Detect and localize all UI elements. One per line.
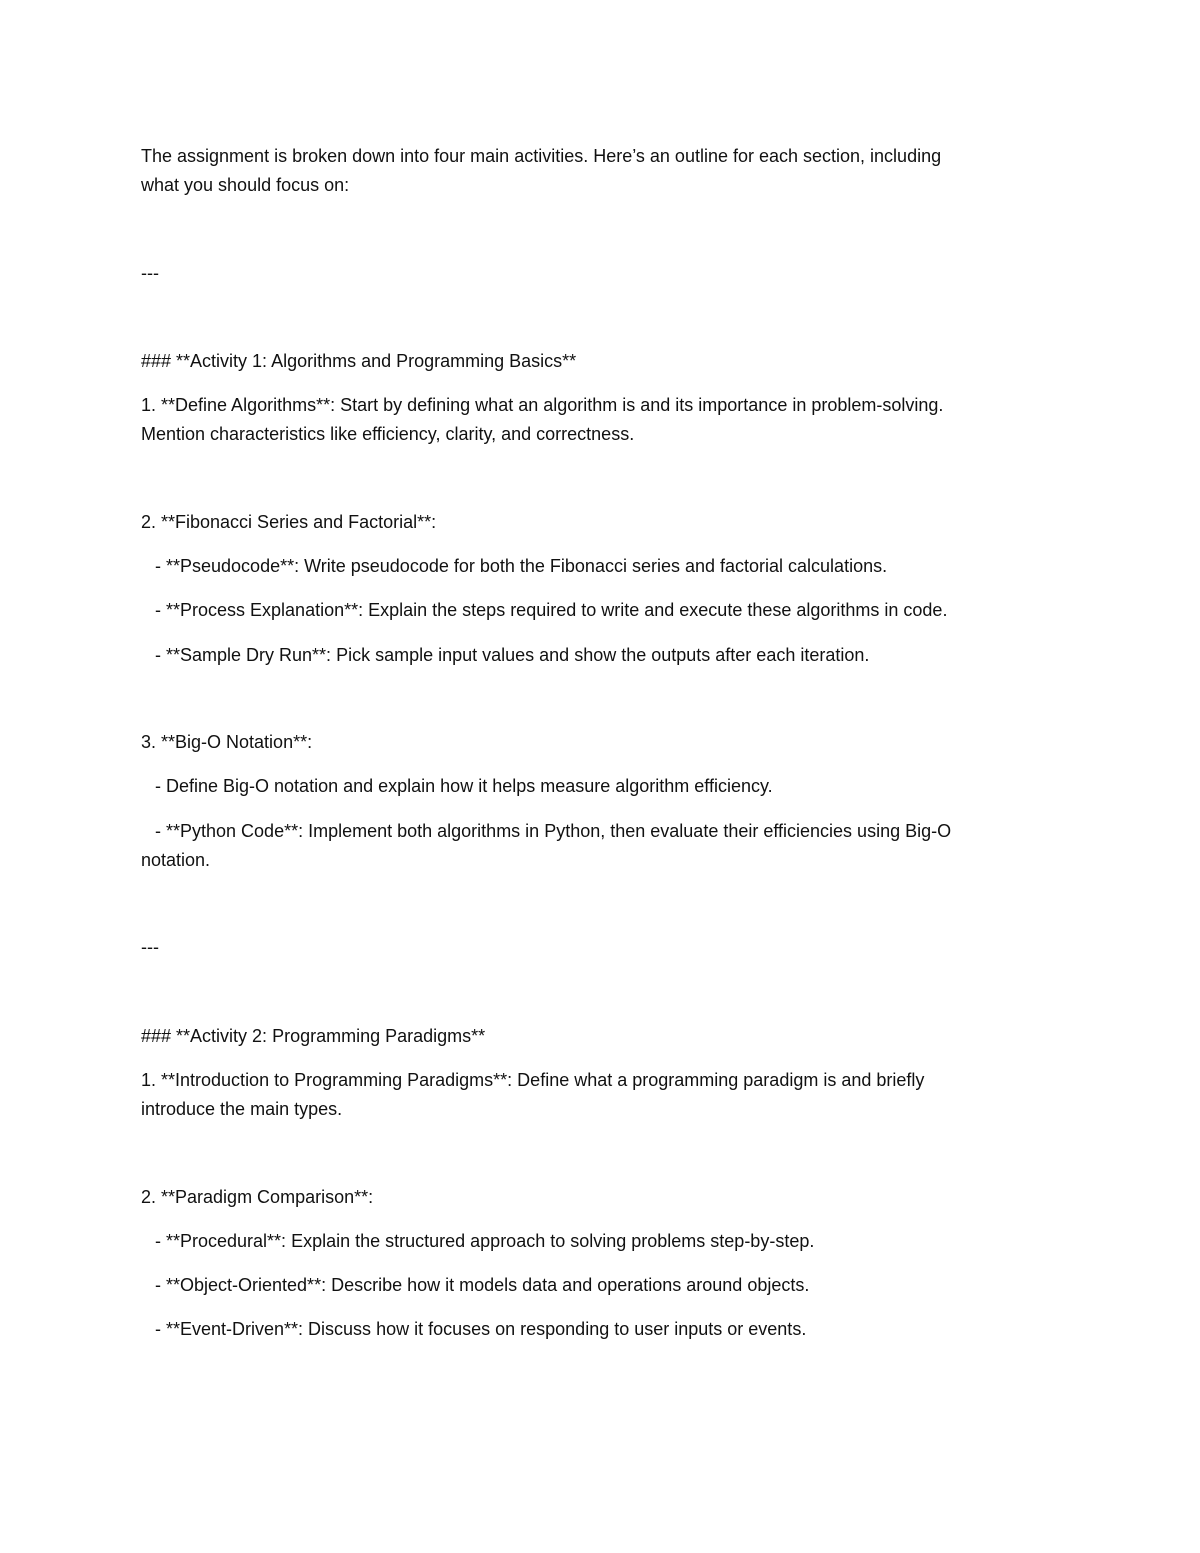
activity-1-item-2: 2. **Fibonacci Series and Factorial**: — [141, 512, 437, 532]
activity-2-heading: ### **Activity 2: Programming Paradigms** — [141, 1026, 486, 1046]
activity-1-item-2-bullet-1: - **Pseudocode**: Write pseudocode for both the Fibonacci series and factorial calculations. — [155, 556, 888, 576]
intro-line-2: what you should focus on: — [141, 175, 350, 195]
activity-2-item-1-line-1: 1. **Introduction to Programming Paradigms**: Define what a programming paradigm is and briefly — [141, 1070, 925, 1090]
activity-1-item-3-bullet-2-line-2: notation. — [141, 850, 211, 870]
activity-2-item-2-bullet-1: - **Procedural**: Explain the structured approach to solving problems step-by-step. — [155, 1231, 815, 1251]
activity-2-item-2: 2. **Paradigm Comparison**: — [141, 1187, 374, 1207]
activity-2-item-1-line-2: introduce the main types. — [141, 1099, 343, 1119]
activity-1-item-2-bullet-3: - **Sample Dry Run**: Pick sample input values and show the outputs after each iteration. — [155, 645, 870, 665]
activity-1-item-3-bullet-1: - Define Big-O notation and explain how it helps measure algorithm efficiency. — [155, 776, 773, 796]
section-divider: --- — [141, 263, 159, 283]
activity-1-item-2-bullet-2: - **Process Explanation**: Explain the steps required to write and execute these algorithms in code. — [155, 600, 948, 620]
section-divider: --- — [141, 937, 159, 957]
activity-1-item-1-line-1: 1. **Define Algorithms**: Start by defining what an algorithm is and its importance in problem-solving. — [141, 395, 944, 415]
activity-1-item-3-bullet-2-line-1: - **Python Code**: Implement both algorithms in Python, then evaluate their efficiencies using Big-O — [155, 821, 952, 841]
intro-line-1: The assignment is broken down into four main activities. Here’s an outline for each section, including — [141, 146, 942, 166]
activity-1-item-3: 3. **Big-O Notation**: — [141, 732, 313, 752]
activity-1-item-1-line-2: Mention characteristics like efficiency, clarity, and correctness. — [141, 424, 635, 444]
activity-1-heading: ### **Activity 1: Algorithms and Programming Basics** — [141, 351, 577, 371]
activity-2-item-2-bullet-2: - **Object-Oriented**: Describe how it models data and operations around objects. — [155, 1275, 810, 1295]
activity-2-item-2-bullet-3: - **Event-Driven**: Discuss how it focuses on responding to user inputs or events. — [155, 1319, 807, 1339]
